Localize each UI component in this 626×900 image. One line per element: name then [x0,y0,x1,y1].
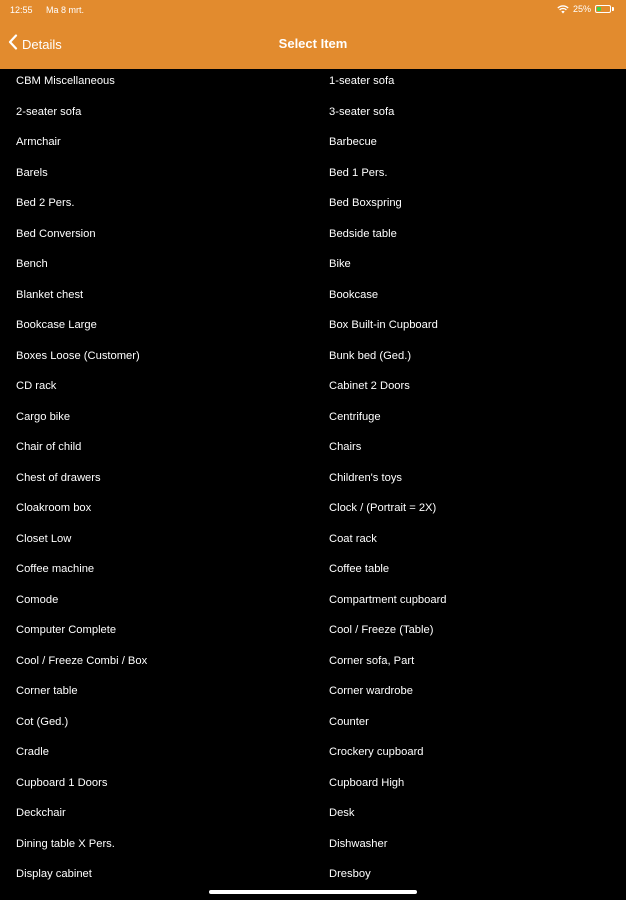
list-row [0,466,626,497]
list-item[interactable]: CBM Miscellaneous [16,75,115,87]
list-row [0,740,626,771]
list-item[interactable]: Corner wardrobe [329,685,413,697]
list-item[interactable]: Chest of drawers [16,471,101,484]
list-item[interactable]: Cool / Freeze (Table) [329,624,434,636]
list-item[interactable]: Cupboard High [329,776,405,789]
list-item[interactable]: Bunk bed (Ged.) [329,349,412,362]
list-row [0,496,626,527]
back-label: Details [22,37,62,52]
status-bar [0,0,626,20]
list-item[interactable]: Dresboy [329,868,371,880]
list-row [0,710,626,741]
list-item[interactable]: Corner table [16,685,78,697]
list-row [0,313,626,344]
list-item[interactable]: Compartment cupboard [329,593,447,606]
list-row [0,862,626,893]
header-bar [0,0,626,69]
list-row [0,191,626,222]
list-item[interactable]: Crockery cupboard [329,746,424,758]
list-item[interactable]: Blanket chest [16,288,84,301]
list-item[interactable]: Cot (Ged.) [16,715,69,728]
list-row [0,527,626,558]
list-item[interactable]: Clock / (Portrait = 2X) [329,502,437,514]
list-item[interactable]: Box Built-in Cupboard [329,319,438,331]
list-item[interactable]: Cabinet 2 Doors [329,380,410,392]
list-item[interactable]: Desk [329,807,355,819]
list-row [0,252,626,283]
status-indicators [557,4,614,14]
page-title: Select Item [278,36,348,51]
list-row [0,405,626,436]
list-item[interactable]: Display cabinet [16,868,92,880]
battery-percent: 25% [572,4,591,14]
list-item[interactable]: 2-seater sofa [16,105,82,118]
list-item[interactable]: Closet Low [16,532,72,545]
list-item[interactable]: Computer Complete [16,624,117,636]
list-item[interactable]: Bike [329,258,351,270]
list-item[interactable]: Chair of child [16,441,82,453]
list-item[interactable]: Cargo bike [16,410,71,423]
list-row [0,100,626,131]
list-item[interactable]: Dishwasher [329,837,388,850]
list-item[interactable]: Comode [16,593,59,606]
list-item[interactable]: Children's toys [329,471,403,484]
list-item[interactable]: Bed Boxspring [329,197,402,209]
list-item[interactable]: Bed 1 Pers. [329,166,388,179]
list-row [0,588,626,619]
list-row [0,801,626,832]
list-item[interactable]: Deckchair [16,807,66,819]
list-item[interactable]: Cloakroom box [16,502,92,514]
list-row [0,649,626,680]
list-item[interactable]: Coffee table [329,563,390,575]
list-row [0,374,626,405]
list-item[interactable]: Boxes Loose (Customer) [16,349,140,362]
list-item[interactable]: Bookcase Large [16,319,97,331]
status-date: Ma 8 mrt. [46,5,85,15]
list-item[interactable]: Dining table X Pers. [16,837,115,850]
list-row [0,557,626,588]
list-item[interactable]: Bed Conversion [16,227,96,240]
status-time: 12:55 [10,5,33,15]
wifi-icon [557,5,569,14]
list-item[interactable]: Coffee machine [16,563,95,575]
list-item[interactable]: 1-seater sofa [329,75,395,87]
list-item[interactable]: 3-seater sofa [329,105,395,118]
navigation-bar [0,22,626,66]
list-item[interactable]: Bookcase [329,288,379,301]
list-item[interactable]: Bench [16,258,48,270]
list-item[interactable]: Barbecue [329,136,377,148]
list-item[interactable]: Centrifuge [329,410,381,423]
list-item[interactable]: Cool / Freeze Combi / Box [16,654,148,667]
list-row [0,130,626,161]
list-item[interactable]: Corner sofa, Part [329,654,415,667]
list-row [0,283,626,314]
list-item[interactable]: Barels [16,166,48,179]
list-row [0,771,626,802]
list-item[interactable]: Cradle [16,746,49,758]
list-item[interactable]: Counter [329,715,369,728]
list-item[interactable]: Bedside table [329,227,397,240]
list-row [0,435,626,466]
list-row [0,161,626,192]
list-item[interactable]: Cupboard 1 Doors [16,776,108,789]
list-item[interactable]: Armchair [16,136,61,148]
list-item[interactable]: Bed 2 Pers. [16,197,75,209]
list-row [0,618,626,649]
list-row [0,832,626,863]
list-row [0,679,626,710]
list-row [0,344,626,375]
list-item[interactable]: Coat rack [329,532,377,545]
list-row [0,222,626,253]
item-list [0,69,626,893]
list-row [0,69,626,100]
battery-icon [595,5,614,13]
list-item[interactable]: CD rack [16,380,57,392]
list-item[interactable]: Chairs [329,441,362,453]
home-indicator[interactable] [209,890,417,894]
